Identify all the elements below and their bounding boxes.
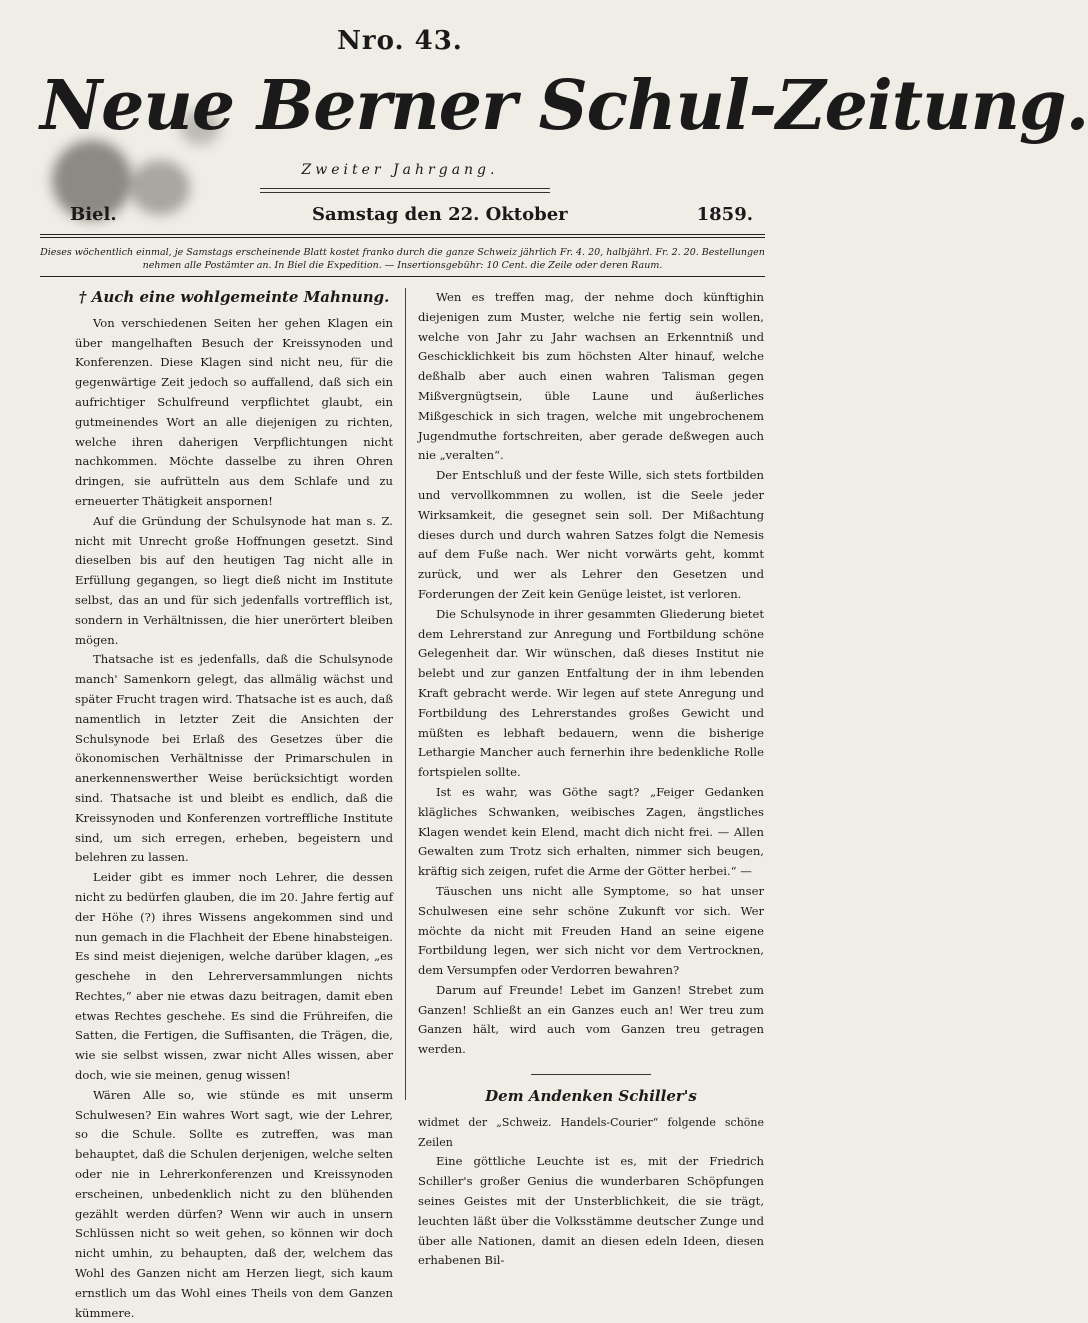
article-title: Dem Andenken Schiller's [485, 1087, 697, 1106]
issue-date: Samstag den 22. Oktober [312, 204, 568, 225]
right-column [418, 288, 764, 1271]
place: Biel. [70, 204, 117, 225]
divider [40, 237, 765, 238]
divider [531, 1074, 651, 1075]
paragraph: Wen es treffen mag, der nehme doch künftighin diejenigen zum Muster, welche nie fertig sein wollen, welche von Jahr zu Jahr wachsen an Erkenntniß und Geschicklichkeit bis zum höchsten Alter hinauf, welche deßhalb aber auch einen wahren Talisman gegen Mißvergnügtsein, üble Laune und äußerliches Mißgeschick in sich tragen, welche mit ungebrochenem Jugendmuthe fortschreiten, aber gerade deßwegen auch nie „veralten“. [418, 290, 764, 463]
issue-year: 1859. [696, 204, 753, 225]
paragraph: Die Schulsynode in ihrer gesammten Gliederung bietet dem Lehrerstand zur Anregung und Fortbildung schöne Gelegenheit dar. Wir wünschen, daß dieses Institut nie belebt und zur ganzen Entfaltung der in ihm lebenden Kraft gebracht werde. Wir legen auf stete Anregung und Fortbildung des Lehrerstandes großes Gewicht und müßten es lebhaft bedauern, wenn die bisherige Lethargie Mancher auch fernerhin ihre bedenkliche Rolle fortspielen sollte. [418, 606, 764, 780]
divider [40, 276, 765, 277]
paragraph: Von verschiedenen Seiten her gehen Klagen ein über mangelhaften Besuch der Kreissynoden und Konferenzen. Diese Klagen sind nicht neu, für die gegenwärtige Zeit jedoch so auffallend, daß sich ein aufrichtiger Schulfreund verpflichtet glaubt, ein gutmeinendes Wort an alle diejenigen zu richten, welche ihren daherigen Verpflichtungen nicht nachkommen. Möchte dasselbe zu ihren Ohren dringen, sie aufrütteln aus dem Schlafe und zu erneuerter Thätigkeit anspornen! [75, 315, 393, 508]
paragraph: Thatsache ist es jedenfalls, daß die Schulsynode manch' Samenkorn gelegt, das allmälig wächst und später Frucht tragen wird. Thatsache ist es auch, daß namentlich in letzter Zeit die Ansichten der Schulsynode bei Erlaß des Gesetzes über die ökonomischen Verhältnisse der Primarschulen in anerkennenswerther Weise berücksichtigt worden sind. Thatsache ist und bleibt es endlich, daß die Kreissynoden und Konferenzen vortreffliche Institute sind, um sich erregen, erheben, begeistern und belehren zu lassen. [75, 652, 393, 865]
paragraph: Darum auf Freunde! Lebet im Ganzen! Strebet zum Ganzen! Schließt an ein Ganzes euch an! Wer treu zum Ganzen hält, wird auch vom Ganzen treu getragen werden. [418, 982, 764, 1057]
divider [260, 192, 550, 193]
paragraph: Täuschen uns nicht alle Symptome, so hat unser Schulwesen eine sehr schöne Zukunft vor sich. Wer möchte da nicht mit Freuden Hand an seine eigene Fortbildung legen, wer sich nicht vor dem Vertrocknen, dem Versumpfen oder Verdorren bewahren? [418, 883, 764, 978]
divider [260, 188, 550, 189]
column-divider [405, 288, 406, 1100]
paragraph: Der Entschluß und der feste Wille, sich stets fortbilden und vervollkommnen zu wollen, ist die Seele jeder Wirksamkeit, die gesegnet sein soll. Der Mißachtung dieses durch und durch wahren Satzes folgt die Nemesis auf dem Fuße nach. Wer nicht vorwärts geht, kommt zurück, und wer als Lehrer den Gesetzen und Forderungen der Zeit kein Genüge leistet, ist verloren. [418, 468, 764, 601]
article-title: † Auch eine wohlgemeinte Mahnung. [78, 288, 390, 306]
dateline [40, 200, 765, 230]
paragraph: Auf die Gründung der Schulsynode hat man s. Z. nicht mit Unrecht große Hoffnungen gesetzt. Sind dieselben bis auf den heutigen Tag nicht alle in Erfüllung gegangen, so liegt dieß nicht im Institute selbst, das an und für sich jedenfalls vortrefflich ist, sondern in Verhältnissen, die hier unerörtert bleiben mögen. [75, 513, 393, 647]
paragraph: Wären Alle so, wie stünde es mit unserm Schulwesen? Ein wahres Wort sagt, wie der Lehrer, so die Schule. Sollte es zutreffen, was man behauptet, daß die Schulen derjenigen, welche selten oder nie in Lehrerkonferenzen und Kreissynoden erscheinen, unbedenklich nicht zu den blühenden gezählt werden dürfen? Wenn wir auch in unsern Schlüssen nicht so weit gehen, so können wir doch nicht umhin, zu behaupten, daß der, welchem das Wohl des Ganzen nicht am Herzen liegt, sich kaum ernstlich um das Wohl eines Theils von dem Ganzen kümmere. [75, 1087, 393, 1320]
article-lead: widmet der „Schweiz. Handels-Courier“ folgende schöne Zeilen [418, 1115, 764, 1149]
left-column [75, 288, 393, 1323]
subscription-notice: Dieses wöchentlich einmal, je Samstags erscheinende Blatt kostet franko durch die ganze Schweiz jährlich Fr. 4. 20, halbjährl. Fr. 2. 20. Bestellungen nehmen alle Postämter an. In Biel die Expedition. — Insertionsgebühr: 10 Cent. die Zeile oder deren Raum. [40, 247, 765, 271]
paragraph: Ist es wahr, was Göthe sagt? „Feiger Gedanken klägliches Schwanken, weibisches Zagen, ängstliches Klagen wendet kein Elend, macht dich nicht frei. — Allen Gewalten zum Trotz sich erhalten, nimmer sich beugen, kräftig sich zeigen, rufet die Arme der Götter herbei.“ — [418, 784, 764, 879]
subtitle: Zweiter Jahrgang. [301, 162, 499, 178]
paragraph: Eine göttliche Leuchte ist es, mit der Friedrich Schiller's großer Genius die wunderbaren Schöpfungen seines Geistes mit der Unsterblichkeit, die sie trägt, leuchten läßt über die Volksstämme deutscher Zunge und über alle Nationen, damit an diesen edeln Ideen, diesen erhabenen Bil- [418, 1154, 764, 1268]
divider [40, 234, 765, 235]
issue-number: Nro. 43. [337, 26, 463, 56]
newspaper-title: Neue Berner Schul-Zeitung. [40, 66, 1088, 146]
paragraph: Leider gibt es immer noch Lehrer, die dessen nicht zu bedürfen glauben, die im 20. Jahre fertig auf der Höhe (?) ihres Wissens angekommen sind und nun gemach in die Flachheit der Ebene hinabsteigen. Es sind meist diejenigen, welche darüber klagen, „es geschehe in den Lehrerversammlungen nichts Rechtes,“ aber nie etwas dazu beitragen, damit eben etwas Rechtes geschehe. Es sind die Frühreifen, die Satten, die Fertigen, die Suffisanten, die Trägen, die, wie sie selbst wissen, zwar nicht Alles wissen, aber doch, wie sie meinen, genug wissen! [75, 870, 393, 1083]
